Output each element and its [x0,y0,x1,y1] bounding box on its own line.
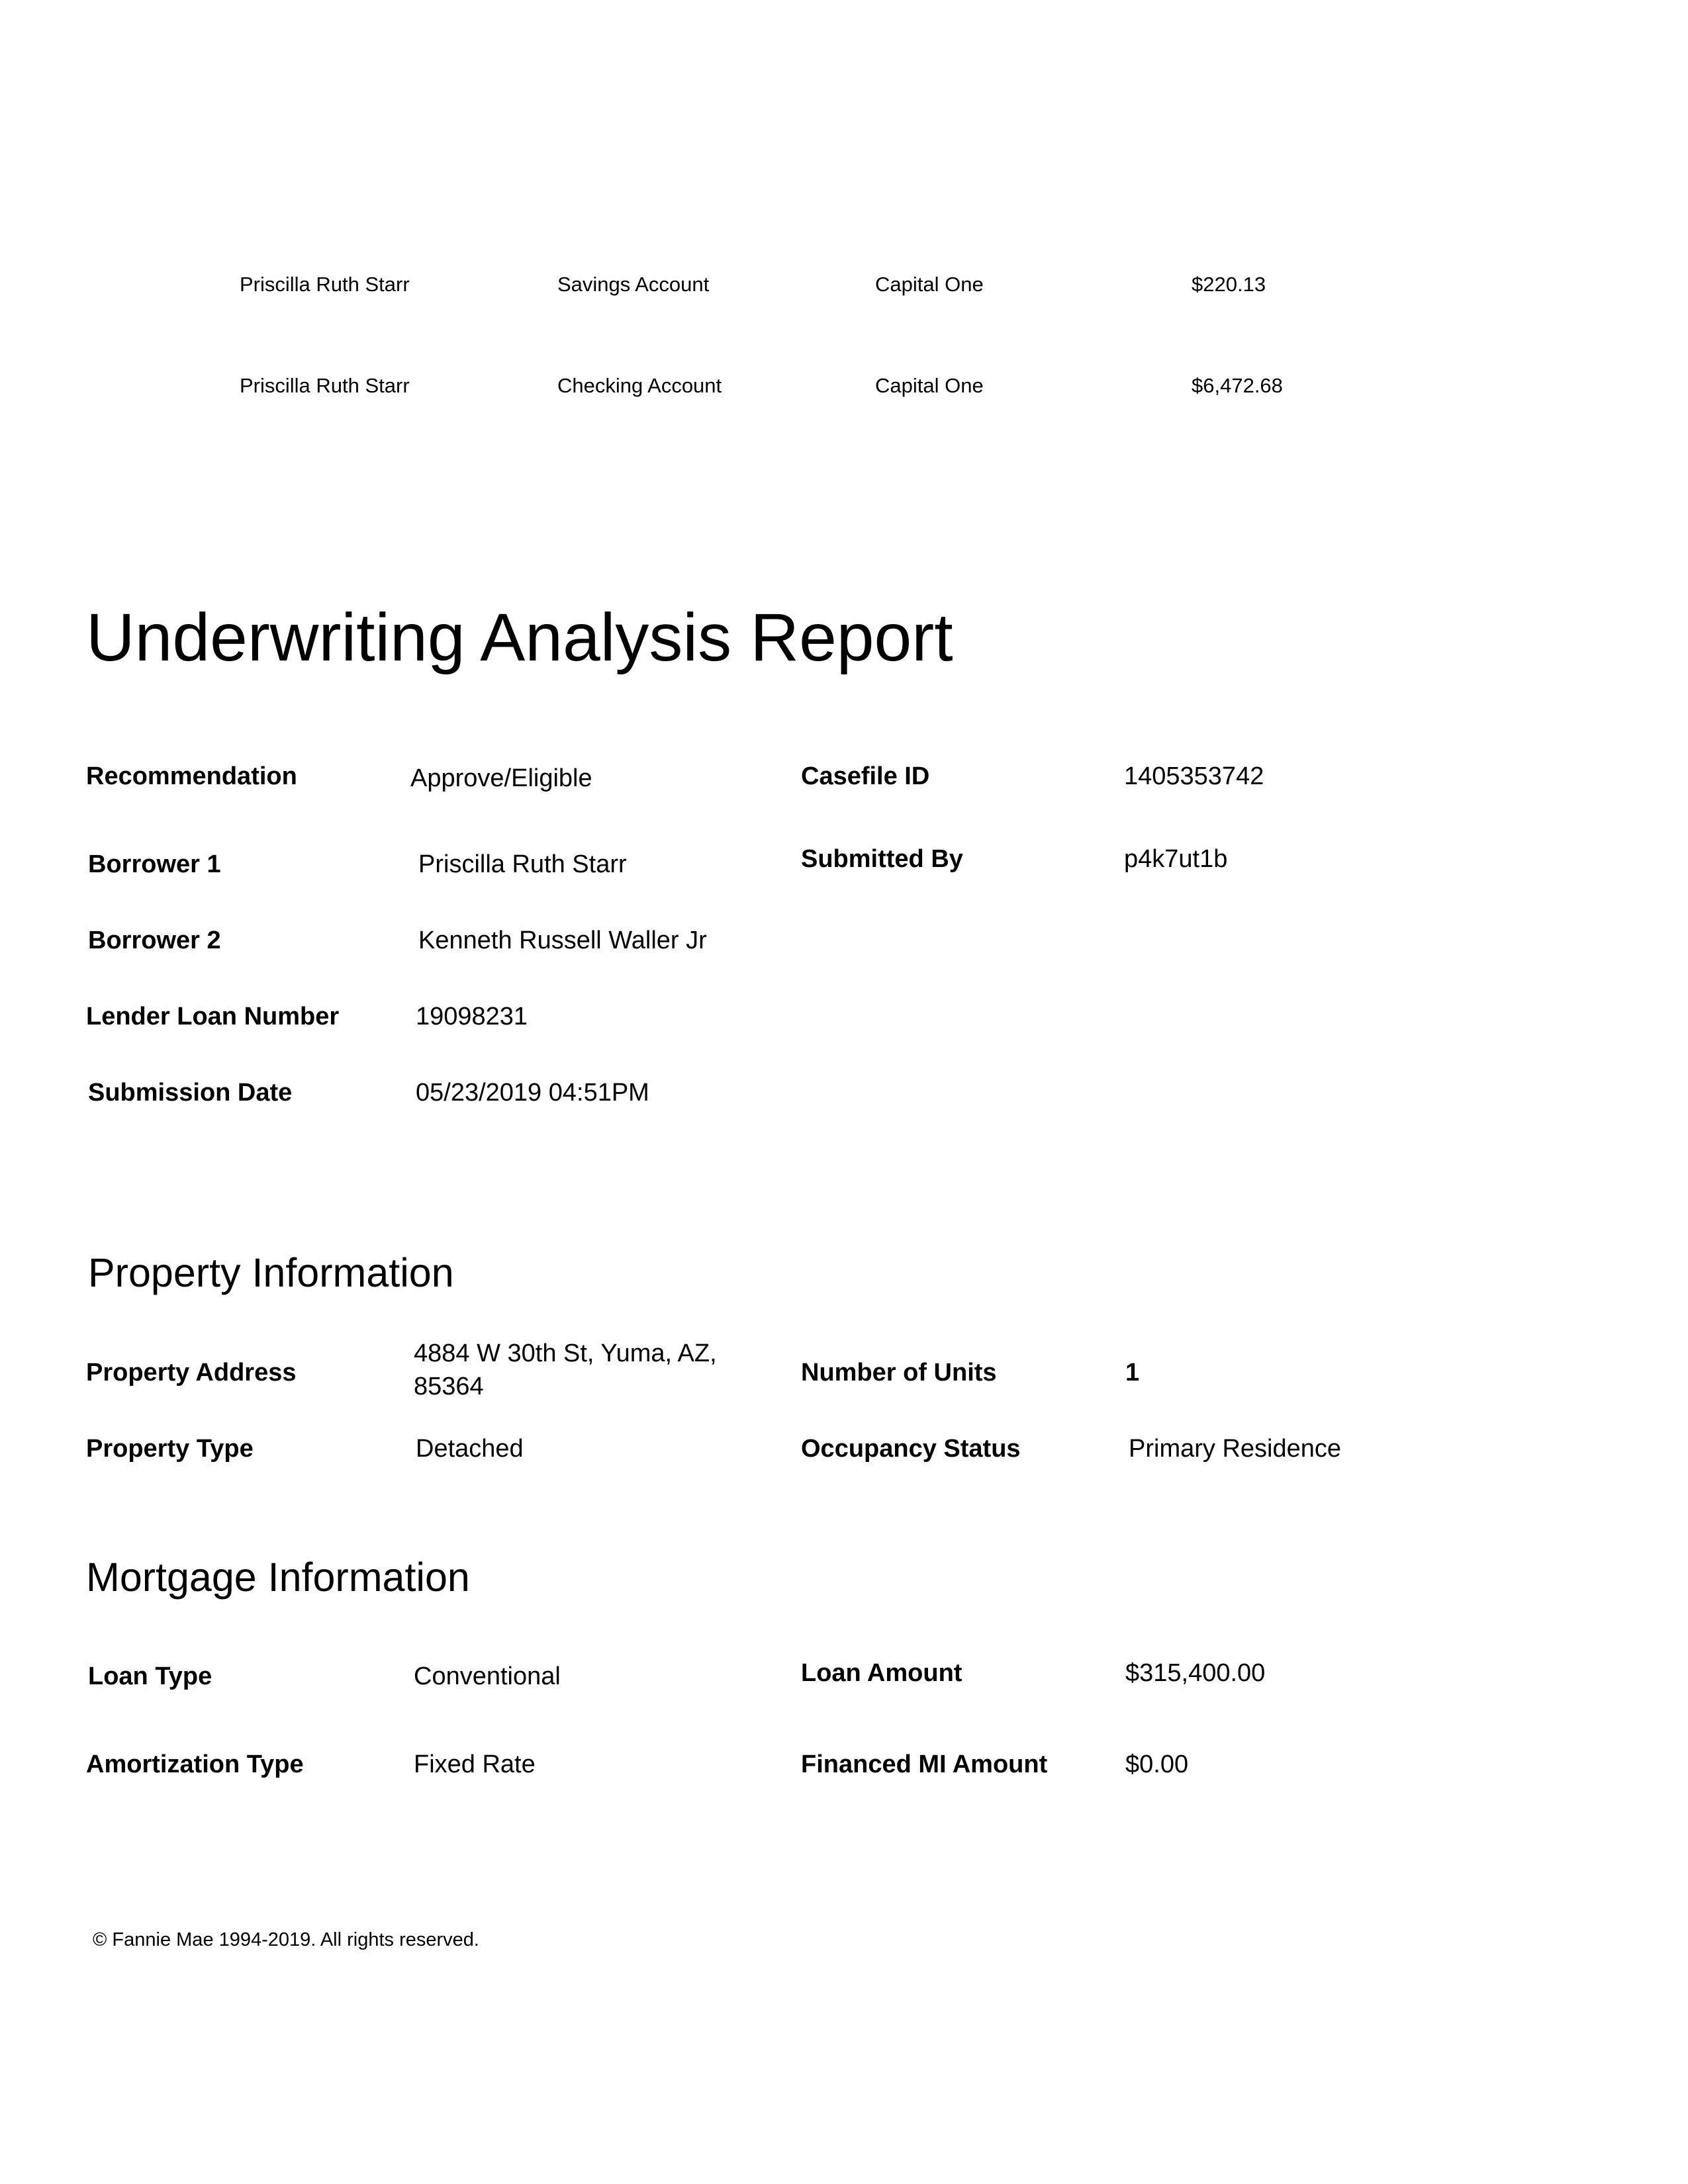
copyright-footer: © Fannie Mae 1994-2019. All rights reserved. [93,1929,479,1950]
property-type-label: Property Type [86,1435,254,1463]
account-owner: Priscilla Ruth Starr [240,374,410,397]
borrower-2-label: Borrower 2 [88,927,221,954]
borrower-1-value: Priscilla Ruth Starr [418,850,627,878]
casefile-id-value: 1405353742 [1124,762,1264,790]
occupancy-status-value: Primary Residence [1129,1435,1341,1463]
amortization-type-value: Fixed Rate [414,1751,536,1778]
submitted-by-label: Submitted By [801,845,963,873]
account-amount: $220.13 [1192,273,1266,296]
casefile-id-label: Casefile ID [801,762,930,790]
borrower-2-value: Kenneth Russell Waller Jr [418,927,707,954]
number-of-units-value: 1 [1125,1359,1140,1387]
account-type: Savings Account [557,273,710,296]
number-of-units-label: Number of Units [801,1359,997,1387]
submission-date-value: 05/23/2019 04:51PM [416,1079,649,1107]
occupancy-status-label: Occupancy Status [801,1435,1021,1463]
recommendation-value: Approve/Eligible [410,764,592,792]
amortization-type-label: Amortization Type [86,1751,304,1778]
account-owner: Priscilla Ruth Starr [240,273,410,296]
property-address-label: Property Address [86,1359,297,1387]
loan-amount-value: $315,400.00 [1125,1659,1266,1687]
loan-amount-label: Loan Amount [801,1659,962,1687]
lender-loan-number-value: 19098231 [416,1003,528,1030]
account-institution: Capital One [875,374,984,397]
borrower-1-label: Borrower 1 [88,850,221,878]
loan-type-value: Conventional [414,1662,561,1690]
report-title: Underwriting Analysis Report [86,600,953,675]
property-type-value: Detached [416,1435,524,1463]
submission-date-label: Submission Date [88,1079,293,1107]
account-institution: Capital One [875,273,984,296]
financed-mi-amount-value: $0.00 [1125,1751,1189,1778]
mortgage-information-heading: Mortgage Information [86,1555,470,1600]
account-type: Checking Account [557,374,722,397]
property-address-value: 4884 W 30th St, Yuma, AZ, 85364 [414,1340,717,1400]
lender-loan-number-label: Lender Loan Number [86,1003,340,1030]
financed-mi-amount-label: Financed MI Amount [801,1751,1048,1778]
account-amount: $6,472.68 [1192,374,1283,397]
recommendation-label: Recommendation [86,762,297,790]
loan-type-label: Loan Type [88,1662,212,1690]
property-information-heading: Property Information [88,1250,454,1295]
submitted-by-value: p4k7ut1b [1124,845,1228,873]
